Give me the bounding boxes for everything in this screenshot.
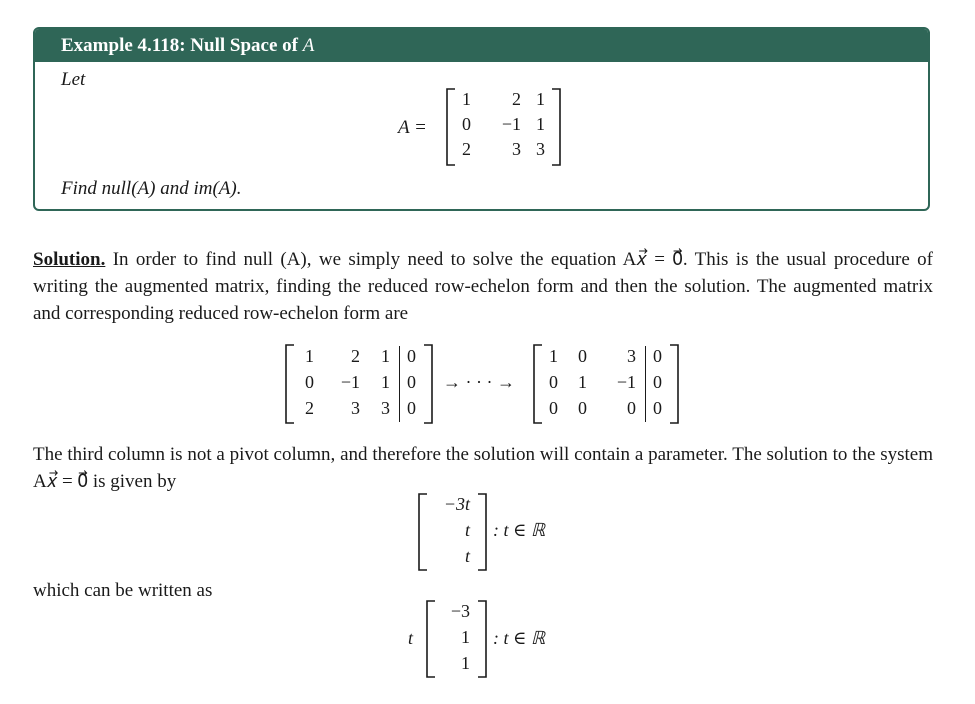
- rref-cell: 0: [578, 346, 587, 366]
- augmented-cell: 0: [407, 346, 416, 366]
- augmented-cell: −1: [340, 372, 360, 392]
- augmented-divider: [399, 346, 400, 422]
- let-text: Let: [61, 69, 86, 90]
- vector2-right-bracket: [476, 599, 488, 679]
- example-heading: [35, 29, 928, 62]
- rref-cell: 0: [549, 372, 558, 392]
- augmented-right-bracket: [422, 343, 434, 425]
- matrix-A-cell: 0: [462, 114, 471, 134]
- vector2-cell: 1: [461, 627, 470, 647]
- rref-cell: 1: [549, 346, 558, 366]
- augmented-cell: 2: [351, 346, 360, 366]
- rref-cell: 0: [627, 398, 636, 418]
- solution-paragraph-3: which can be written as: [33, 580, 213, 601]
- solution-label: Solution.: [33, 249, 106, 270]
- matrix-A-cell: 1: [536, 114, 545, 134]
- vector2-set-suffix: : t ∈ ℝ: [493, 628, 546, 648]
- example-heading-var: A: [302, 35, 315, 56]
- matrix-A-cell: 2: [462, 139, 471, 159]
- augmented-cell: 1: [305, 346, 314, 366]
- vector1-cell: t: [464, 520, 470, 540]
- rref-cell: 0: [653, 346, 662, 366]
- matrix-A-label: A =: [398, 117, 427, 138]
- vector1-right-bracket: [476, 492, 488, 572]
- solution-paragraph-1: [33, 246, 933, 327]
- row-reduce-arrow: → · · · →: [443, 372, 515, 392]
- rref-cell: 0: [653, 398, 662, 418]
- matrix-A-cell: 3: [536, 139, 545, 159]
- matrix-A-cell: 3: [512, 139, 521, 159]
- question-text: Find null(A) and im(A).: [61, 178, 242, 199]
- augmented-cell: 0: [407, 372, 416, 392]
- augmented-cell: 3: [351, 398, 360, 418]
- rref-cell: 0: [653, 372, 662, 392]
- solution-text-1: In order to find null (A), we simply need to solve the equation A𝑥⃗ = 0⃗. This is the usual procedure of writing the augmented matrix, finding the reduced row-echelon form and then the solution. The augmented matrix and corresponding reduced row-echelon form are: [33, 249, 933, 324]
- rref-cell: 0: [549, 398, 558, 418]
- vector1-cell: −3t: [443, 494, 470, 514]
- rref-cell: 1: [578, 372, 587, 392]
- solution-paragraph-2: The third column is not a pivot column, and therefore the solution will contain a parameter. The solution to the system A𝑥⃗ = 0⃗ is given by: [33, 444, 933, 492]
- vector2-cell: −3: [450, 601, 470, 621]
- augmented-cell: 3: [381, 398, 390, 418]
- augmented-cell: 0: [407, 398, 416, 418]
- augmented-cell: 0: [305, 372, 314, 392]
- rref-cell: 3: [627, 346, 636, 366]
- matrix-A-cell: 1: [462, 89, 471, 109]
- matrix-A-cell: 2: [512, 89, 521, 109]
- rref-cell: −1: [616, 372, 636, 392]
- example-box: [33, 27, 930, 211]
- rref-right-bracket: [668, 343, 680, 425]
- rref-divider: [645, 346, 646, 422]
- augmented-cell: 1: [381, 346, 390, 366]
- matrix-A-cell: −1: [501, 114, 521, 134]
- vector1-cell: t: [464, 546, 470, 566]
- augmented-cell: 2: [305, 398, 314, 418]
- rref-cell: 0: [578, 398, 587, 418]
- matrix-A-cell: 1: [536, 89, 545, 109]
- matrix-A-right-bracket: [550, 87, 562, 167]
- example-heading-text: Example 4.118: Null Space of: [61, 35, 298, 56]
- vector1-set-suffix: : t ∈ ℝ: [493, 520, 546, 540]
- augmented-cell: 1: [381, 372, 390, 392]
- vector2-cell: 1: [461, 653, 470, 673]
- scalar-t: t: [408, 628, 414, 648]
